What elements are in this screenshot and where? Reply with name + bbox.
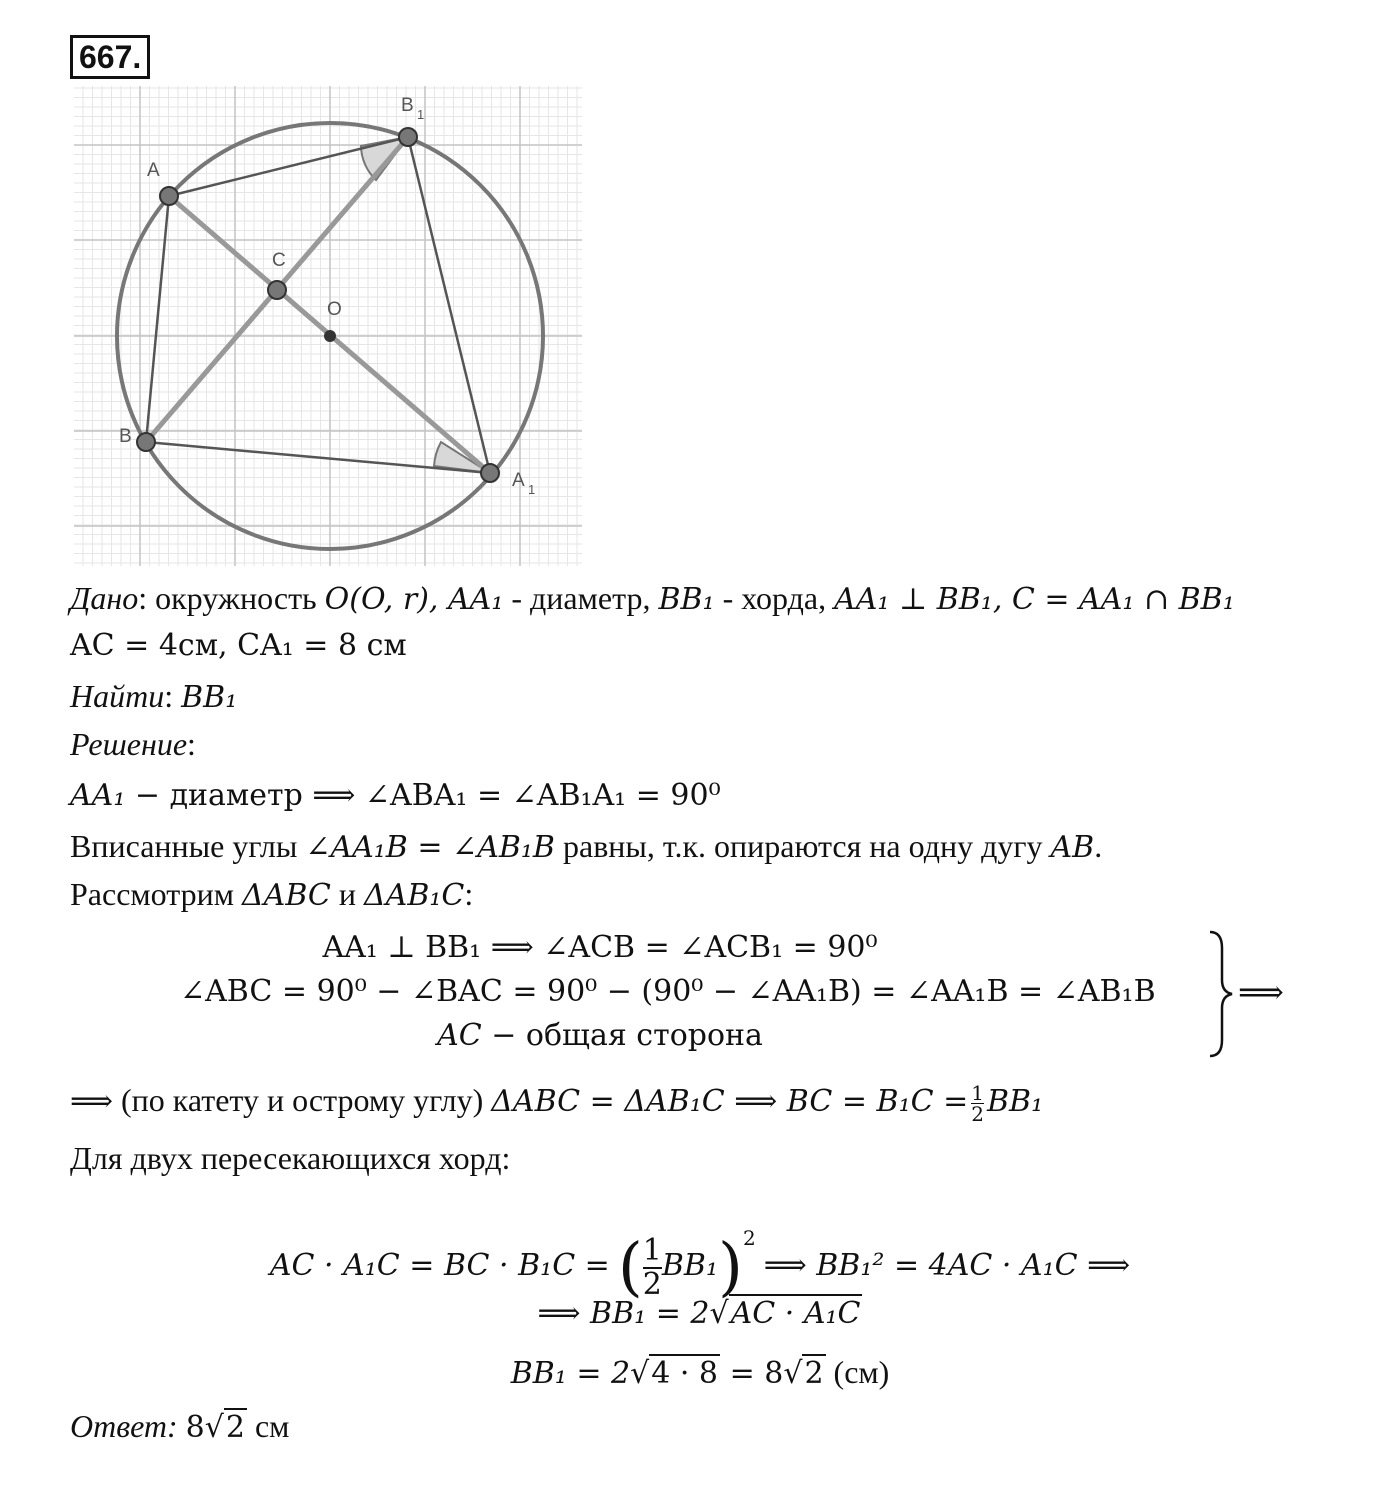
given-circle: O(O, r)	[324, 582, 429, 617]
l4-fraction	[971, 1081, 984, 1127]
l2-text: Вписанные углы	[70, 828, 298, 864]
label-b: B	[119, 426, 132, 447]
answer-root: 2	[225, 1410, 245, 1445]
given-chord-word: - хорда,	[722, 580, 827, 616]
find-line: Найти: BB₁	[70, 678, 238, 715]
l4-math: ΔABC = ΔAB₁C ⟹ BC = B₁C =	[491, 1084, 969, 1119]
eq1-pow: 2	[742, 1226, 756, 1250]
l1-math: AA₁	[70, 778, 126, 813]
l3-and: и	[338, 876, 356, 912]
right-brace	[1206, 928, 1236, 1060]
given-diameter-word: - диаметр,	[511, 580, 651, 616]
l3-math2: ΔAB₁C	[364, 878, 465, 913]
l3-end: :	[464, 876, 474, 912]
solution-label: Решение	[70, 726, 188, 762]
point-b1	[399, 128, 417, 146]
find-value: BB₁	[181, 680, 238, 715]
given-circle-word: окружность	[155, 580, 317, 616]
l2-text2: равны, т.к. опираются на одну дугу	[562, 828, 1043, 864]
sys3-math: AC	[437, 1018, 482, 1053]
l3-text: Рассмотрим	[70, 876, 234, 912]
label-a1: A	[512, 470, 525, 491]
given-label: Дано	[70, 580, 139, 616]
label-a: A	[147, 160, 160, 181]
label-o: O	[327, 299, 342, 320]
given-line-1: Дано: окружность O(O, r), AA₁ - диаметр, BB₁ - хорда, AA₁ ⊥ BB₁, C = AA₁ ∩ BB₁	[70, 580, 1235, 617]
point-a	[160, 187, 178, 205]
l3-math1: ΔABC	[241, 878, 331, 913]
eq3-mid: = 8	[720, 1356, 784, 1391]
l4-frac-num: 1	[971, 1081, 984, 1106]
find-label: Найти	[70, 678, 165, 714]
l4-tail: BB₁	[986, 1084, 1044, 1119]
solution-heading: Решение:	[70, 726, 196, 762]
geometry-figure	[74, 86, 582, 566]
l1-text: − диаметр ⟹ ∠ABA₁ = ∠AB₁A₁ = 90⁰	[125, 778, 721, 813]
answer-unit: см	[246, 1408, 290, 1444]
l4-arrow: ⟹	[70, 1084, 114, 1119]
given-chord: BB₁	[658, 582, 715, 617]
label-a1-sub: 1	[528, 482, 536, 497]
eq1-frac-num: 1	[642, 1232, 662, 1268]
point-o	[324, 330, 336, 342]
solution-line-3	[70, 874, 473, 916]
problem-number: 667.	[70, 35, 150, 79]
eq2-left: ⟹ BB₁ = 2	[537, 1296, 710, 1331]
eq3-root: 4 · 8	[651, 1356, 719, 1391]
eq1-frac-den: 2	[642, 1266, 662, 1302]
l4-frac-den: 2	[971, 1102, 984, 1127]
eq3-left: BB₁ = 2	[510, 1356, 631, 1391]
label-c: C	[272, 250, 286, 271]
eq1-left: AC · A₁C = BC · B₁C =	[269, 1248, 610, 1283]
system-arrow: ⟹	[1238, 973, 1284, 1011]
equation-2: ⟹ BB₁ = 2√AC · A₁C	[537, 1296, 861, 1331]
l2-math2: AB	[1050, 830, 1095, 865]
answer-prefix: 8	[185, 1410, 205, 1445]
solution-line-2	[70, 826, 1102, 868]
system-block	[0, 926, 1200, 1058]
eq3-root2: 2	[804, 1356, 824, 1391]
point-b	[137, 433, 155, 451]
eq2-root: AC · A₁C	[730, 1296, 861, 1331]
sys3-text: − общая сторона	[481, 1018, 763, 1053]
given-perpendicular: AA₁ ⊥ BB₁, C = AA₁ ∩ BB₁	[834, 582, 1235, 617]
system-line-3	[0, 1014, 1200, 1058]
label-b1: B	[401, 95, 414, 116]
system-line-2: ∠ABC = 90⁰ − ∠BAC = 90⁰ − (90⁰ − ∠AA₁B) = ∠AA₁B = ∠AB₁B	[180, 974, 1156, 1009]
eq3-unit: (см)	[825, 1354, 890, 1390]
solution-line-4	[70, 1080, 1044, 1127]
point-a1	[481, 464, 499, 482]
equation-3: BB₁ = 2√4 · 8 = 8√2 (см)	[510, 1354, 890, 1391]
solution-line-1	[70, 774, 721, 816]
l2-math: ∠AA₁B = ∠AB₁B	[305, 830, 555, 865]
answer-line: Ответ: 8√2 см	[70, 1408, 290, 1445]
point-c	[268, 281, 286, 299]
solution-line-5: Для двух пересекающихся хорд:	[70, 1140, 511, 1176]
given-line-2: AC = 4см, CA₁ = 8 см	[70, 628, 407, 663]
given-diameter: AA₁	[447, 582, 504, 617]
eq1-mid: BB₁	[661, 1248, 719, 1283]
l4-text: (по катету и острому углу)	[121, 1082, 484, 1118]
label-b1-sub: 1	[417, 107, 425, 122]
eq1-right: ⟹ BB₁² = 4AC · A₁C ⟹	[763, 1248, 1131, 1283]
equation-1: AC · A₁C = BC · B₁C = ( $\frac{1}{2}$ BB₁)$^2$ ⟹ BB₁² = 4AC · A₁C ⟹	[269, 1226, 1131, 1305]
answer-label: Ответ:	[70, 1408, 178, 1444]
l2-end: .	[1094, 828, 1103, 864]
segment-b1a1	[408, 137, 490, 473]
system-line-1: AA₁ ⊥ BB₁ ⟹ ∠ACB = ∠ACB₁ = 90⁰	[322, 930, 878, 965]
